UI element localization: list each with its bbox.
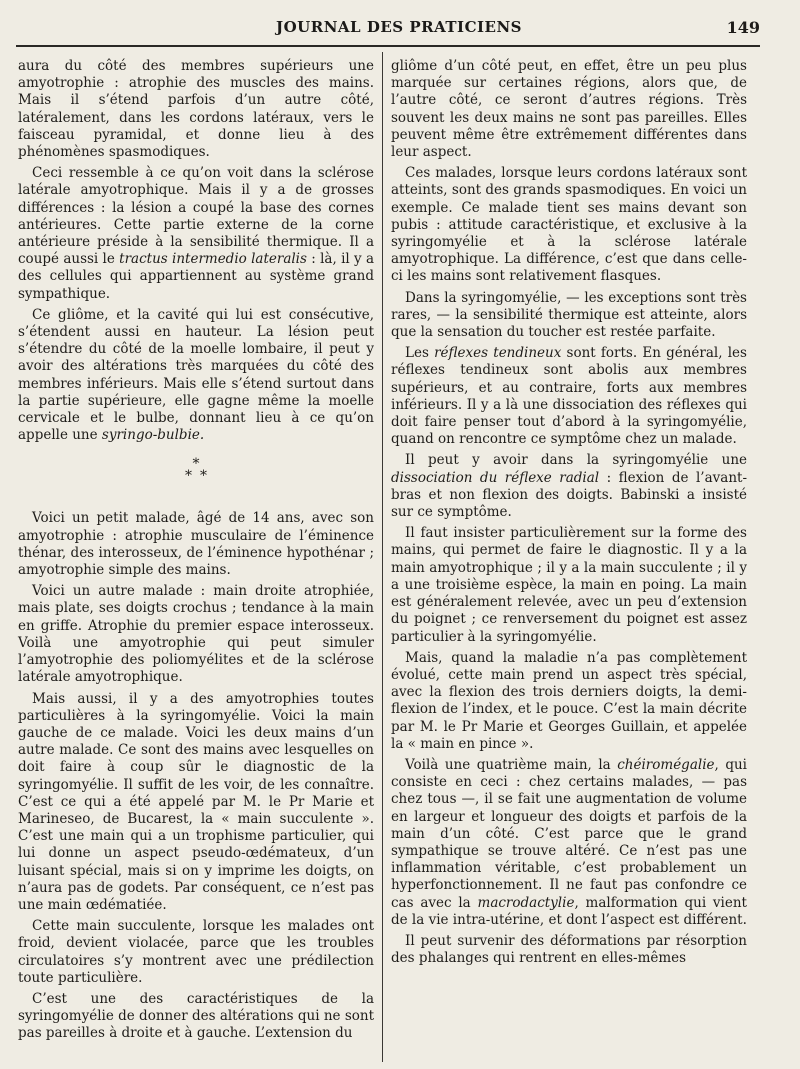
paragraph (18, 307, 374, 445)
paragraph (18, 58, 374, 161)
paragraph (391, 345, 747, 448)
paragraph (18, 918, 374, 987)
text-run: : là, il y a des cellules qui appartiennent au système grand sympathique. (18, 251, 374, 302)
page-header (0, 0, 800, 44)
italic-term: chéiromégalie (617, 756, 715, 773)
column-divider (382, 52, 383, 1062)
text-run: Voilà une quatrième main, la (405, 756, 618, 773)
paragraph (18, 510, 374, 579)
text-run: Cette main succulente, lorsque les malades ont froid, devient violacée, parce que les troubles circulatoires s’y montrent avec une prédilection toute particulière. (18, 918, 374, 986)
italic-term: syringo-bulbie. (101, 427, 205, 444)
paragraph (391, 290, 747, 342)
paragraph (391, 933, 747, 967)
text-run: Les (405, 345, 435, 362)
paragraph (18, 991, 374, 1043)
italic-term: réflexes tendineux (434, 345, 562, 362)
text-run: gliôme d’un côté peut, en effet, être un peu plus marquée sur certaines régions, alors que, de l’autre côté, ce seront d’autres régions. Très souvent les deux mains ne sont pas pareilles. Elles peuvent même être extrêmement différentes dans leur aspect. (391, 58, 747, 161)
text-run: aura du côté des membres supérieurs une amyotrophie : atrophie des muscles des mains. Mais il s’étend parfois d’un autre côté, latéralement, dans les cordons latéraux, vers le faisceau pyramidal, et donne lieu à des phénomènes spasmodiques. (18, 58, 374, 161)
text-run: C’est une des caractéristiques de la syringomyélie de donner des altérations qui ne sont pas pareilles à droite et à gauche. L’extension du (18, 990, 374, 1042)
running-title: JOURNAL DES PRATICIENS (276, 18, 522, 36)
paragraph (18, 165, 374, 303)
text-run: sont forts. En général, les réflexes tendineux sont abolis aux membres supérieurs, et au contraire, forts aux membres inférieurs. Il y a là une dissociation des réflexes qui doit faire penser tout d’abord à la syringomyélie, quand on rencontre ce symptôme chez un malade. (391, 345, 747, 448)
paragraph (391, 757, 747, 929)
paragraph (391, 452, 747, 521)
text-run: , qui consiste en ceci : chez certains malades, — pas chez tous —, il se fait une augmentation de volume en largeur et longueur des doigts et parfois de la main d’un côté. C’est parce que le grand sympathique se trouve altéré. Ce n’est pas une inflammation véritable, c’est probablement un hyperfonctionnement. Il ne faut pas confondre ce cas avec la (391, 756, 747, 911)
italic-term: macrodactylie (477, 894, 575, 911)
page-number: 149 (726, 18, 760, 37)
right-column (391, 58, 747, 971)
text-run: Ce gliôme, et la cavité qui lui est consécutive, s’étendent aussi en hauteur. La lésion peut s’étendre du côté de la moelle lombaire, il peut y avoir des altérations très marquées du côté des membres inférieurs. Mais elle s’étend surtout dans la partie supérieure, elle gagne même la moelle cervicale et le bulbe, donnant lieu à ce qu’on appelle une (18, 306, 374, 444)
text-run: Il faut insister particulièrement sur la forme des mains, qui permet de faire le diagnostic. Il y a la main amyotrophique ; il y a la main succulente ; il y a une troisième espèce, la main en poing. La main est généralement relevée, avec un peu d’extension du poignet ; ce renversement du poignet est assez particulier à la syringomyélie. (391, 525, 747, 645)
text-run: , malformation qui vient de la vie intra-utérine, et dont l’aspect est différent. (391, 894, 747, 928)
italic-term: dissociation du réflexe radial (391, 469, 600, 486)
text-run: Ceci ressemble à ce qu’on voit dans la sclérose latérale amyotrophique. Mais il y a de grosses différences : la lésion a coupé la base des cornes antérieures. Cette partie externe de la corne antérieure préside à la sensibilité thermique. Il a coupé aussi le (18, 165, 374, 268)
text-run: Il peut y avoir dans la syringomyélie une (405, 452, 747, 469)
paragraph (391, 58, 747, 161)
text-run: Voici un autre malade : main droite atrophiée, mais plate, ses doigts crochus ; tendance à la main en griffe. Atrophie du premier espace interosseux. Voilà une amyotrophie qui peut simuler l’amyotrophie des poliomyélites et de la sclérose latérale amyotrophique. (18, 583, 374, 686)
text-run: Il peut survenir des déformations par résorption des phalanges qui rentrent en elles-mêmes (391, 932, 747, 967)
left-column (18, 58, 374, 1047)
paragraph (391, 165, 747, 285)
paragraph (18, 691, 374, 915)
italic-term: tractus intermedio lateralis (119, 251, 307, 268)
text-run: Mais, quand la maladie n’a pas complètement évolué, cette main prend un aspect très spécial, avec la flexion des trois derniers doigts, la demi-flexion de l’index, et le pouce. C’est la main décrite par M. le Pr Marie et Georges Guillain, et appelée la « main en pince ». (391, 649, 747, 752)
text-run: Ces malades, lorsque leurs cordons latéraux sont atteints, sont des grands spasmodiques. En voici un exemple. Ce malade tient ses mains devant son pubis : attitude caractéristique, et exclusive à la syringomyélie et à la sclérose latérale amyotrophique. La différence, c’est que dans celle-ci les mains sont relativement flasques. (391, 165, 747, 285)
paragraph (391, 525, 747, 645)
paragraph (391, 650, 747, 753)
paragraph (18, 583, 374, 686)
text-run: Dans la syringomyélie, — les exceptions sont très rares, — la sensibilité thermique est atteinte, alors que la sensation du toucher est restée parfaite. (391, 289, 747, 341)
asterism-bottom: ** (185, 468, 215, 485)
text-run: Mais aussi, il y a des amyotrophies toutes particulières à la syringomyélie. Voici la main gauche de ce malade. Voici les deux mains d’un autre malade. Ce sont des mains avec lesquelles on doit faire à coup sûr le diagnostic de la syringomyélie. Il suffit de les voir, de les connaître. C’est ce qui a été appelé par M. le Pr Marie et Marineseo, de Bucarest, la « main succulente ». C’est une main qui a un trophisme particulier, qui lui donne un aspect pseudo-œdémateux, d’un luisant spécial, mais si on y imprime les doigts, on n’aura pas de godets. Par conséquent, ce n’est pas une main œdématiée. (18, 690, 374, 913)
asterism-top: * (192, 456, 200, 473)
text-run: Voici un petit malade, âgé de 14 ans, avec son amyotrophie : atrophie musculaire de l’éminence thénar, des interosseux, de l’éminence hypothénar ; amyotrophie simple des mains. (18, 510, 374, 579)
asterism-separator (18, 456, 374, 485)
header-rule (16, 45, 760, 47)
text-run: : flexion de l’avant-bras et non flexion des doigts. Babinski a insisté sur ce symptôme. (391, 469, 748, 521)
